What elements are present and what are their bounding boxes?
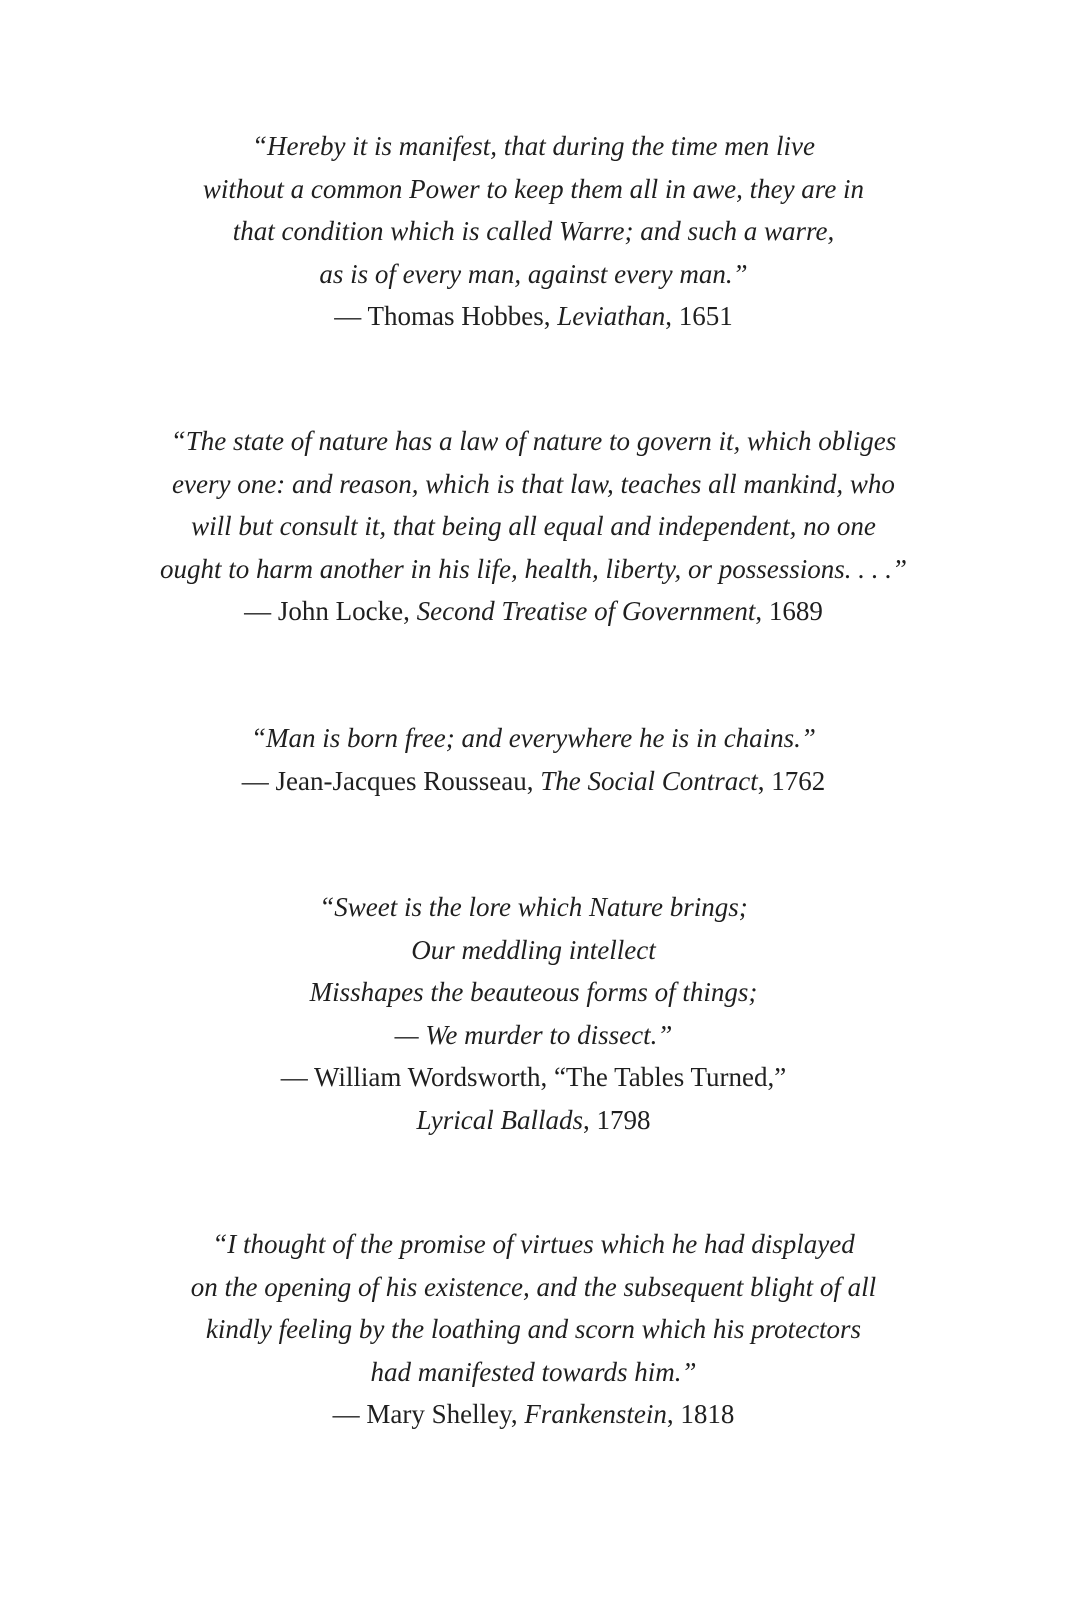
quote-line: every one: and reason, which is that law, teaches all mankind, who [172,468,895,499]
attribution-work: Second Treatise of Government [416,596,756,626]
quote-line: “The state of nature has a law of nature to govern it, which obliges [170,426,897,456]
quote-line: — We murder to dissect.” [394,1019,673,1050]
epigraph-shelley [0,1223,1067,1436]
quote-line: Our meddling intellect [411,934,656,965]
attribution [0,590,1067,633]
quote-line: kindly feeling by the loathing and scorn which his protectors [205,1314,862,1344]
quote-line: on the opening of his existence, and the subsequent blight of all [190,1271,877,1302]
attribution-work: Frankenstein [524,1399,667,1429]
attribution-author: — William Wordsworth, “The Tables Turned,” [280,1062,787,1092]
quote-line: ought to harm another in his life, health, liberty, or possessions. . . .” [159,553,908,584]
quote-line: “Sweet is the lore which Nature brings; [319,892,748,922]
attribution-year: , 1762 [757,765,826,796]
attribution [0,1099,1067,1142]
epigraph-rousseau [0,717,1067,802]
attribution-year: , 1798 [582,1104,651,1135]
attribution-author: — Thomas Hobbes, [334,301,558,331]
attribution-author: — Jean-Jacques Rousseau, [241,765,541,796]
quote-line: “Man is born free; and everywhere he is in chains.” [251,723,816,753]
epigraph-locke [0,420,1067,633]
attribution-work: The Social Contract [540,765,758,796]
attribution-work: Lyrical Ballads [416,1104,583,1135]
quote-line: as is of every man, against every man.” [319,258,748,289]
attribution-year: , 1651 [665,301,733,331]
attribution [0,1393,1067,1436]
quote-line: “Hereby it is manifest, that during the time men live [252,131,815,161]
epigraph-wordsworth [0,886,1067,1141]
attribution [0,295,1067,338]
attribution-year: , 1818 [666,1399,735,1429]
attribution-work: Leviathan [557,301,666,331]
quote-line: “I thought of the promise of virtues which he had displayed [212,1229,855,1259]
quote-line: without a common Power to keep them all in awe, they are in [202,173,865,204]
attribution [0,760,1067,803]
attribution-author: — John Locke, [244,596,417,626]
quote-line: had manifested towards him.” [370,1356,697,1387]
attribution-year: , 1689 [755,596,823,626]
quote-line: that condition which is called Warre; and such a warre, [232,216,835,246]
quote-line: Misshapes the beauteous forms of things; [309,977,758,1007]
attribution-author: — Mary Shelley, [332,1399,525,1429]
epigraph-hobbes [0,125,1067,338]
quote-line: will but consult it, that being all equal and independent, no one [191,511,876,541]
